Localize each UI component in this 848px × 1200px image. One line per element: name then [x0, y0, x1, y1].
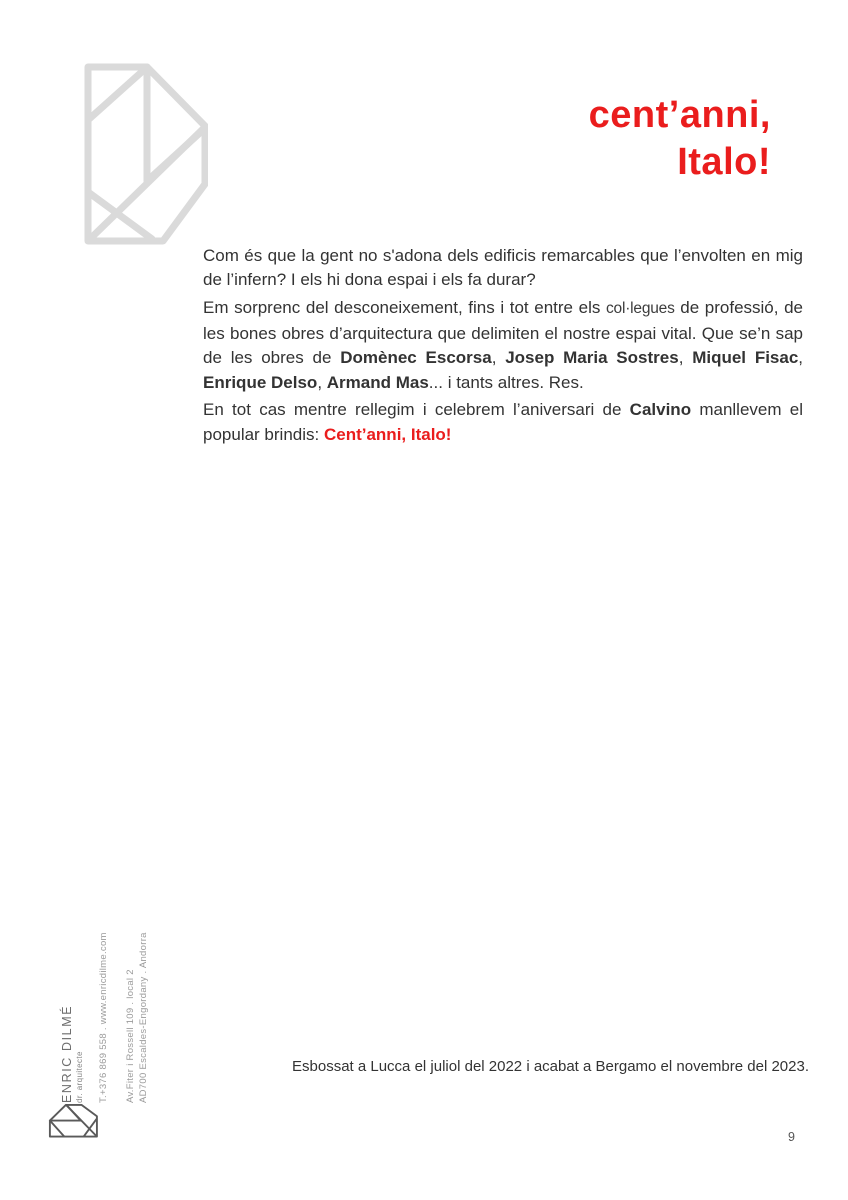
- architect-role: dr. arquitecte: [75, 1051, 84, 1103]
- text-segment: ,: [491, 348, 506, 368]
- architect-contact: T.+376 869 558 . www.enricdilme.com: [98, 932, 109, 1103]
- text-segment: ,: [798, 348, 804, 368]
- text-segment: de professió, de les bones obres d’arquitectura que delimiten el nostre espai vital. Que se’n sap de les obres de: [203, 298, 803, 368]
- text-segment: Em sorprenc del desconeixement, fins i tot entre els: [203, 298, 606, 318]
- architect-address-line2: AD700 Escaldes-Engordany . Andorra: [138, 932, 149, 1103]
- paragraph-3: [203, 398, 803, 447]
- text-segment: Calvino: [629, 400, 692, 420]
- studio-logo-small: [48, 1104, 98, 1138]
- page-title-line2: Italo!: [677, 141, 771, 183]
- text-segment: manllevem el popular brindis:: [203, 400, 804, 444]
- studio-logo: [83, 60, 208, 245]
- text-segment: Cent’anni, Italo!: [323, 424, 452, 444]
- page-title: [589, 92, 771, 186]
- page-title-line1: cent’anni,: [588, 94, 771, 136]
- text-segment: ,: [317, 372, 327, 392]
- text-segment: Josep Maria Sostres: [505, 348, 679, 368]
- text-segment: En tot cas mentre rellegim i celebrem l’aniversari de: [203, 400, 630, 420]
- text-segment: Miquel Fisac: [692, 348, 799, 368]
- page-number: 9: [788, 1130, 795, 1144]
- architect-name: ENRIC DILMÉ: [60, 1004, 74, 1103]
- text-segment: Domènec Escorsa: [340, 348, 492, 368]
- paragraph-2: [203, 296, 803, 395]
- studio-logo-small-icon: [48, 1104, 98, 1138]
- text-segment: ,: [678, 348, 693, 368]
- text-segment: Com és que la gent no s'adona dels edificis remarcables que l’envolten en mig de l’infern? I els hi dona espai i els fa durar?: [203, 246, 803, 290]
- article-body: [203, 244, 803, 451]
- paragraph-1: [203, 244, 803, 293]
- text-segment: col·legues: [605, 300, 675, 318]
- closing-note: Esbossat a Lucca el juliol del 2022 i acabat a Bergamo el novembre del 2023.: [292, 1058, 809, 1075]
- architect-address-line1: Av.Fiter i Rossell 109 . local 2: [125, 969, 136, 1103]
- studio-logo-icon: [83, 60, 208, 245]
- text-segment: Armand Mas: [326, 372, 429, 392]
- text-segment: Enrique Delso: [203, 372, 318, 392]
- text-segment: ... i tants altres. Res.: [428, 372, 584, 392]
- architect-sidebar: [60, 893, 150, 1103]
